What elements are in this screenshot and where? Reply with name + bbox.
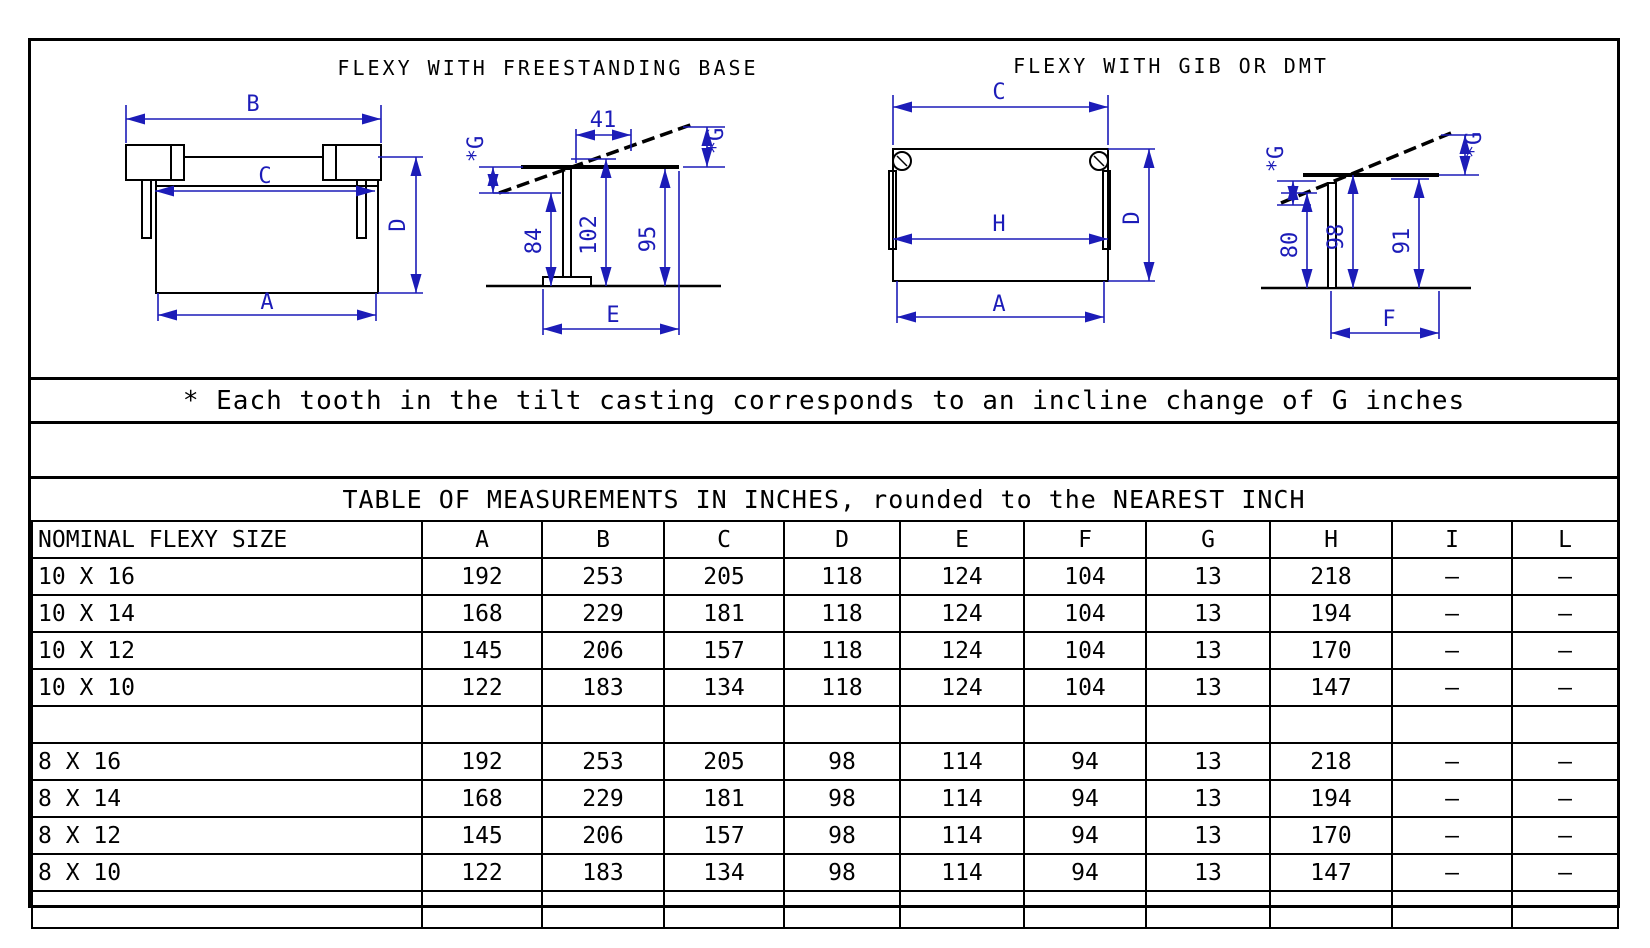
drawing-area (31, 41, 1617, 377)
table-row (32, 891, 1618, 928)
value-cell: 170 (1270, 817, 1392, 854)
table-row (32, 558, 1618, 595)
value-cell: 13 (1146, 558, 1270, 595)
row-size-cell: 10 X 14 (32, 595, 422, 632)
value-cell: – (1512, 854, 1618, 891)
row-size-cell: 8 X 12 (32, 817, 422, 854)
value-cell: 118 (784, 632, 900, 669)
value-cell: 124 (900, 558, 1024, 595)
col-header-F: F (1024, 521, 1146, 558)
value-cell (900, 891, 1024, 928)
value-cell: – (1392, 780, 1512, 817)
value-cell (1392, 891, 1512, 928)
col-header-H: H (1270, 521, 1392, 558)
value-cell (1024, 891, 1146, 928)
dim-label-102: 102 (577, 215, 602, 255)
col-header-G: G (1146, 521, 1270, 558)
value-cell (1270, 706, 1392, 743)
value-cell: 253 (542, 743, 664, 780)
value-cell (1146, 706, 1270, 743)
value-cell: 13 (1146, 632, 1270, 669)
dim-label-41: 41 (589, 108, 617, 133)
value-cell: 114 (900, 780, 1024, 817)
value-cell: – (1392, 632, 1512, 669)
value-cell: 168 (422, 780, 542, 817)
value-cell: 118 (784, 669, 900, 706)
table-body (32, 558, 1618, 928)
row-size-cell: 8 X 10 (32, 854, 422, 891)
value-cell: 181 (664, 595, 784, 632)
value-cell: 94 (1024, 817, 1146, 854)
right-hanger-bracket (357, 180, 366, 238)
value-cell: 13 (1146, 817, 1270, 854)
value-cell: 118 (784, 595, 900, 632)
value-cell: 170 (1270, 632, 1392, 669)
dim-label-84: 84 (522, 227, 547, 255)
value-cell: 206 (542, 817, 664, 854)
dim-label-95: 95 (636, 225, 661, 253)
value-cell: – (1512, 595, 1618, 632)
value-cell: 124 (900, 669, 1024, 706)
col-header-I: I (1392, 521, 1512, 558)
value-cell: 104 (1024, 669, 1146, 706)
table-row (32, 669, 1618, 706)
value-cell: 157 (664, 817, 784, 854)
right-front-dimensions (893, 95, 1155, 323)
value-cell: – (1392, 595, 1512, 632)
table-row (32, 780, 1618, 817)
table-title-band (31, 476, 1617, 520)
value-cell: 229 (542, 595, 664, 632)
value-cell (1392, 706, 1512, 743)
value-cell (900, 706, 1024, 743)
dim-label-G-right: *G (704, 127, 729, 155)
dim-label-B: B (246, 92, 260, 117)
value-cell: 114 (900, 854, 1024, 891)
value-cell: 118 (784, 558, 900, 595)
value-cell: 157 (664, 632, 784, 669)
dim-label-F: F (1382, 307, 1396, 332)
col-header-size: NOMINAL FLEXY SIZE (32, 521, 422, 558)
dim-label-80: 80 (1278, 231, 1303, 259)
col-header-E: E (900, 521, 1024, 558)
value-cell: 192 (422, 743, 542, 780)
value-cell: 124 (900, 595, 1024, 632)
value-cell: 194 (1270, 780, 1392, 817)
col-header-L: L (1512, 521, 1618, 558)
table-row (32, 854, 1618, 891)
value-cell: 94 (1024, 854, 1146, 891)
row-size-cell: 10 X 10 (32, 669, 422, 706)
measurements-table (31, 520, 1619, 929)
row-size-cell (32, 706, 422, 743)
value-cell: – (1512, 780, 1618, 817)
value-cell (542, 706, 664, 743)
value-cell: 98 (784, 854, 900, 891)
value-cell: 229 (542, 780, 664, 817)
value-cell: 205 (664, 558, 784, 595)
value-cell: 134 (664, 854, 784, 891)
dim-label-H: H (992, 212, 1006, 237)
value-cell (784, 891, 900, 928)
value-cell: 13 (1146, 743, 1270, 780)
value-cell (664, 706, 784, 743)
value-cell: – (1512, 817, 1618, 854)
table-row (32, 817, 1618, 854)
value-cell: 218 (1270, 558, 1392, 595)
value-cell: 183 (542, 669, 664, 706)
support-post (563, 169, 571, 277)
value-cell: 218 (1270, 743, 1392, 780)
table-row (32, 743, 1618, 780)
value-cell: 194 (1270, 595, 1392, 632)
left-side-dimensions (479, 127, 725, 335)
value-cell (1024, 706, 1146, 743)
value-cell: 13 (1146, 595, 1270, 632)
table-header-row (32, 521, 1618, 558)
right-side-dimensions (1277, 135, 1479, 339)
value-cell (1146, 891, 1270, 928)
value-cell: 104 (1024, 558, 1146, 595)
value-cell: 104 (1024, 632, 1146, 669)
value-cell: 104 (1024, 595, 1146, 632)
value-cell (1512, 706, 1618, 743)
row-size-cell: 10 X 16 (32, 558, 422, 595)
dim-label-G-left: *G (1264, 145, 1289, 173)
value-cell: 122 (422, 854, 542, 891)
col-header-A: A (422, 521, 542, 558)
value-cell: 145 (422, 632, 542, 669)
value-cell: – (1512, 669, 1618, 706)
dim-label-91: 91 (1390, 227, 1415, 255)
value-cell: 13 (1146, 669, 1270, 706)
col-header-B: B (542, 521, 664, 558)
right-base-block (323, 145, 381, 180)
left-side-view (486, 124, 721, 286)
left-base-block (126, 145, 184, 180)
dim-label-G-left: *G (464, 135, 489, 163)
value-cell: 168 (422, 595, 542, 632)
left-front-view (126, 145, 381, 293)
value-cell (784, 706, 900, 743)
value-cell: 98 (784, 817, 900, 854)
dim-label-98: 98 (1324, 223, 1349, 251)
value-cell: 145 (422, 817, 542, 854)
right-side-view (1261, 133, 1471, 288)
value-cell: – (1392, 854, 1512, 891)
dim-label-A: A (992, 292, 1006, 317)
col-header-D: D (784, 521, 900, 558)
value-cell: 98 (784, 780, 900, 817)
value-cell: – (1512, 558, 1618, 595)
table-row (32, 595, 1618, 632)
table-row (32, 706, 1618, 743)
value-cell (664, 891, 784, 928)
left-hanger-bracket (142, 180, 151, 238)
tilt-note-text: * Each tooth in the tilt casting corresponds to an incline change of G inches (182, 385, 1466, 416)
value-cell: 147 (1270, 669, 1392, 706)
dim-label-E: E (606, 303, 620, 328)
table-row (32, 632, 1618, 669)
note-band (31, 377, 1617, 424)
row-size-cell (32, 891, 422, 928)
left-drawing-title: FLEXY WITH FREESTANDING BASE (337, 56, 759, 80)
col-header-C: C (664, 521, 784, 558)
row-size-cell: 8 X 14 (32, 780, 422, 817)
dim-label-G-right: *G (1462, 131, 1487, 159)
value-cell (422, 891, 542, 928)
value-cell: – (1392, 743, 1512, 780)
row-size-cell: 8 X 16 (32, 743, 422, 780)
value-cell: – (1512, 632, 1618, 669)
value-cell: 206 (542, 632, 664, 669)
value-cell: 134 (664, 669, 784, 706)
value-cell: 147 (1270, 854, 1392, 891)
value-cell: 114 (900, 817, 1024, 854)
value-cell: 13 (1146, 780, 1270, 817)
value-cell: 192 (422, 558, 542, 595)
value-cell: 205 (664, 743, 784, 780)
value-cell: 114 (900, 743, 1024, 780)
value-cell (422, 706, 542, 743)
dim-label-D: D (386, 218, 411, 232)
value-cell: 124 (900, 632, 1024, 669)
value-cell: – (1392, 669, 1512, 706)
right-drawing-title: FLEXY WITH GIB OR DMT (1013, 54, 1329, 78)
value-cell (1512, 891, 1618, 928)
value-cell: – (1512, 743, 1618, 780)
spacer-band (31, 424, 1617, 476)
dim-label-C: C (992, 80, 1006, 105)
value-cell: 13 (1146, 854, 1270, 891)
technical-drawing (31, 41, 1617, 377)
value-cell: 98 (784, 743, 900, 780)
value-cell: – (1392, 558, 1512, 595)
value-cell: 122 (422, 669, 542, 706)
dim-label-D: D (1120, 211, 1145, 225)
value-cell: 253 (542, 558, 664, 595)
dim-label-A: A (260, 290, 274, 315)
value-cell: 183 (542, 854, 664, 891)
table-title: TABLE OF MEASUREMENTS IN INCHES, rounded to the NEAREST INCH (342, 485, 1306, 514)
dim-label-C: C (258, 164, 272, 189)
value-cell: 94 (1024, 780, 1146, 817)
value-cell: 94 (1024, 743, 1146, 780)
value-cell (542, 891, 664, 928)
value-cell (1270, 891, 1392, 928)
sheet-frame (28, 38, 1620, 908)
value-cell: – (1392, 817, 1512, 854)
value-cell: 181 (664, 780, 784, 817)
row-size-cell: 10 X 12 (32, 632, 422, 669)
